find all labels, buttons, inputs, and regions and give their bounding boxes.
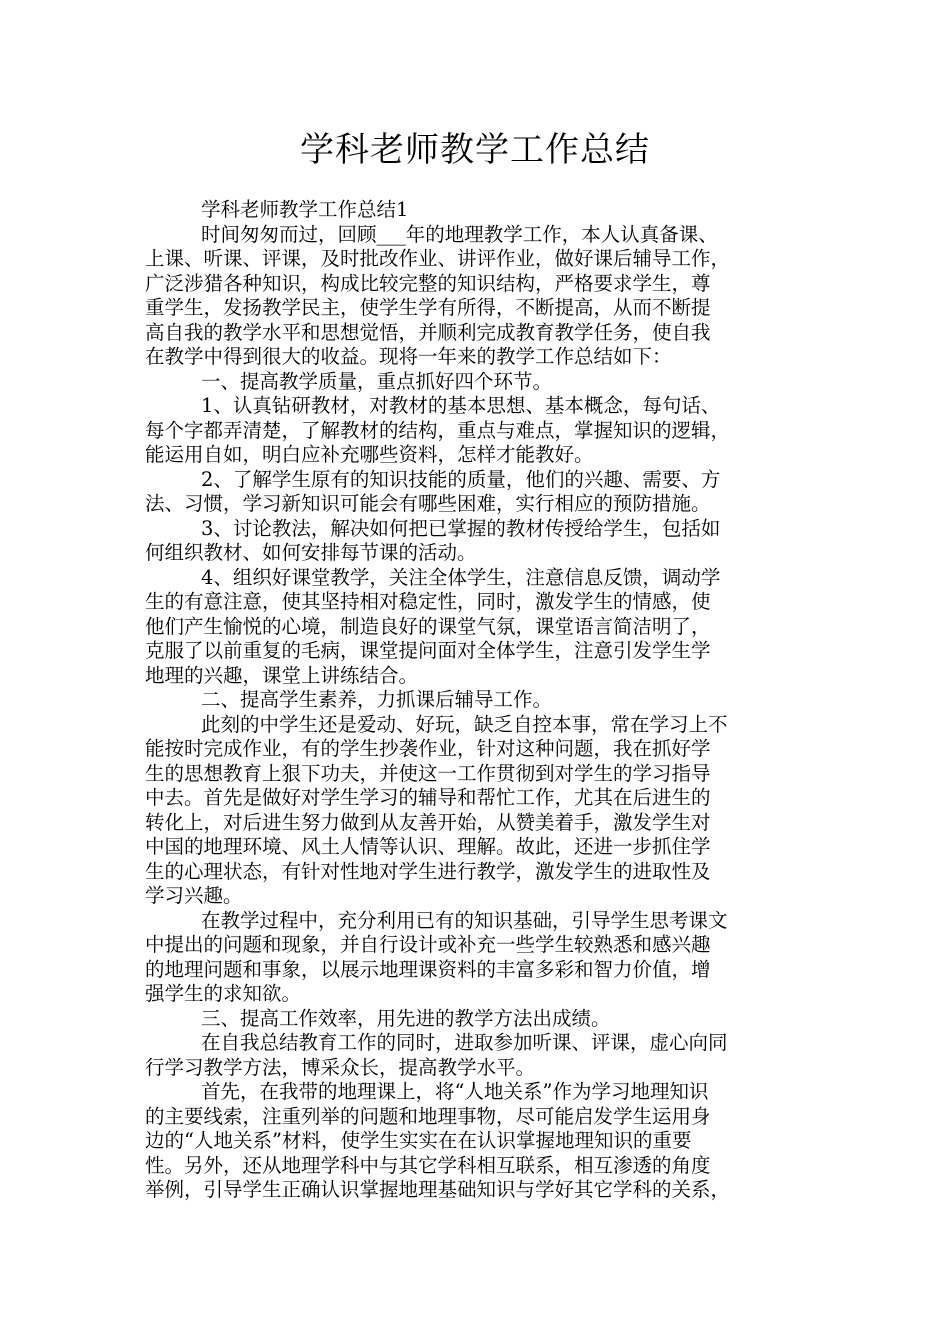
text-line: 3、讨论教法，解决如何把已掌握的教材传授给学生，包括如 [201,516,721,540]
text-line: 的地理问题和事象，以展示地理课资料的丰富多彩和智力价值，增 [145,957,711,981]
text-line: 学习兴趣。 [145,884,243,907]
text-line: 地理的兴趣，课堂上讲练结合。 [145,663,419,687]
text-line: 每个字都弄清楚，了解教材的结构，重点与难点，掌握知识的逻辑， [145,418,731,442]
text-line: 边的“人地关系”材料，使学生实实在在认识掌握地理知识的重要 [145,1129,692,1152]
text-line: 能按时完成作业，有的学生抄袭作业，针对这种问题，我在抓好学 [145,737,711,760]
text-line: 三、提高工作效率，用先进的教学方法出成绩。 [201,1006,611,1030]
text-line: 上课、听课、评课，及时批改作业、讲评作业，做好课后辅导工作， [145,247,731,270]
text-line: 广泛涉猎各种知识，构成比较完整的知识结构，严格要求学生，尊 [145,271,711,295]
text-line: 时间匆匆而过，回顾___年的地理教学工作，本人认真备课、 [201,222,718,246]
text-line: 1、认真钻研教材，对教材的基本思想、基本概念，每句话、 [201,394,721,417]
text-line: 生的有意注意，使其坚持相对稳定性，同时，激发学生的情感，使 [145,590,711,613]
text-line: 何组织教材、如何安排每节课的活动。 [145,541,477,564]
text-line: 举例，引导学生正确认识掌握地理基础知识与学好其它学科的关系， [145,1178,731,1201]
text-line: 二、提高学生素养，力抓课后辅导工作。 [201,688,553,711]
text-line: 在教学中得到很大的收益。现将一年来的教学工作总结如下： [145,345,672,368]
text-line: 高自我的教学水平和思想觉悟，并顺利完成教育教学任务，使自我 [145,320,711,344]
text-line: 在自我总结教育工作的同时，进取参加听课、评课，虚心向同 [201,1031,728,1054]
text-line: 转化上，对后进生努力做到从友善开始，从赞美着手，激发学生对 [145,810,711,834]
text-line: 行学习教学方法，博采众长，提高教学水平。 [145,1055,536,1079]
text-line: 法、习惯，学习新知识可能会有哪些困难，实行相应的预防措施。 [145,492,711,515]
text-line: 首先，在我带的地理课上，将“人地关系”作为学习地理知识 [201,1080,709,1103]
text-line: 中提出的问题和现象，并自行设计或补充一些学生较熟悉和感兴趣 [145,933,711,956]
text-line: 能运用自如，明白应补充哪些资料，怎样才能教好。 [145,443,594,466]
text-line: 学科老师教学工作总结1 [201,198,409,221]
text-line: 4、组织好课堂教学，关注全体学生，注意信息反馈，调动学 [201,565,721,589]
text-line: 生的思想教育上狠下功夫，并使这一工作贯彻到对学生的学习指导 [145,761,711,785]
text-line: 中去。首先是做好对学生学习的辅导和帮忙工作，尤其在后进生的 [145,786,711,809]
text-line: 强学生的求知欲。 [145,982,302,1005]
text-line: 2、了解学生原有的知识技能的质量，他们的兴趣、需要、方 [201,467,721,491]
text-line: 的主要线索，注重列举的问题和地理事物，尽可能启发学生运用身 [145,1104,711,1128]
text-line: 生的心理状态，有针对性地对学生进行教学，激发学生的进取性及 [145,859,711,883]
text-line: 他们产生愉悦的心境，制造良好的课堂气氛，课堂语言简洁明了， [145,614,711,638]
text-line: 一、提高教学质量，重点抓好四个环节。 [201,369,553,393]
document-title: 学科老师教学工作总结 [300,130,650,170]
text-line: 性。另外，还从地理学科中与其它学科相互联系，相互渗透的角度 [145,1153,711,1177]
text-line: 在教学过程中，充分利用已有的知识基础，引导学生思考课文 [201,908,728,932]
document-body [145,198,825,1203]
text-line: 重学生，发扬教学民主，使学生学有所得，不断提高，从而不断提 [145,296,711,319]
text-line: 克服了以前重复的毛病，课堂提问面对全体学生，注意引发学生学 [145,639,711,662]
text-line: 中国的地理环境、风土人情等认识、理解。故此，还进一步抓住学 [145,835,711,858]
text-line: 此刻的中学生还是爱动、好玩，缺乏自控本事，常在学习上不 [201,712,728,736]
